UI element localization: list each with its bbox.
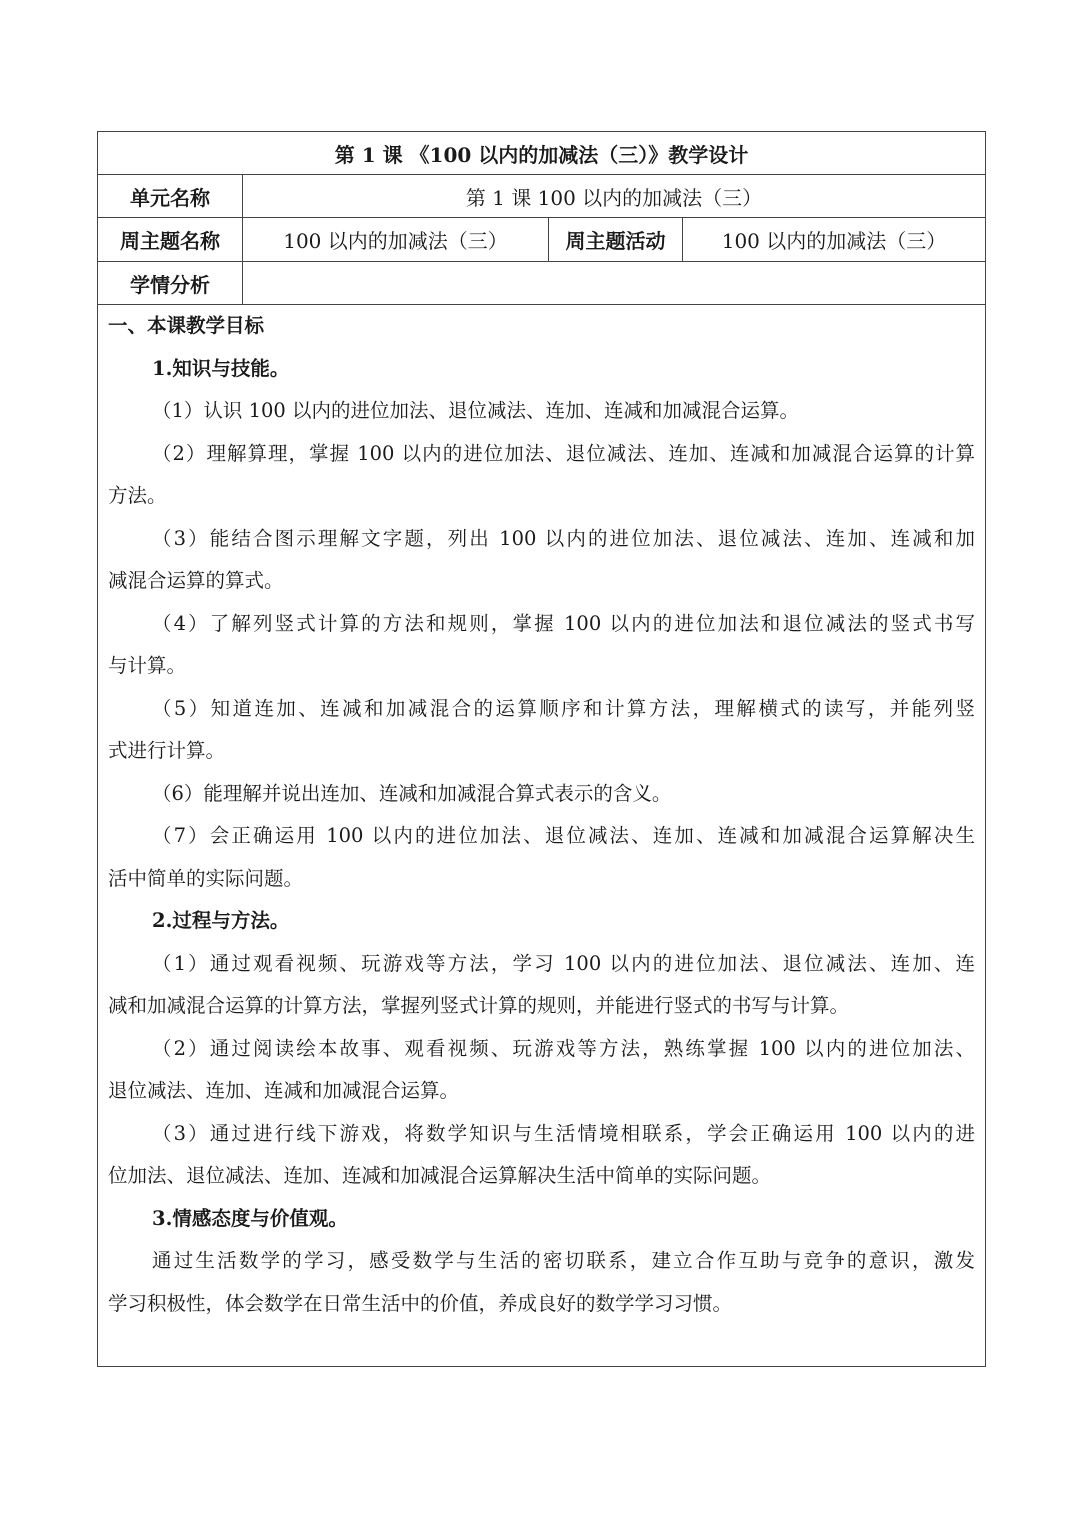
- week-theme-label: 周主题名称: [120, 229, 220, 253]
- page-title: 第 1 课 《100 以内的加减法（三）》教学设计: [334, 142, 749, 167]
- objective-line: （2）通过阅读绘本故事、观看视频、玩游戏等方法，熟练掌握 100 以内的进位加法、: [152, 1036, 975, 1060]
- objective-line: （6）能理解并说出连加、连减和加减混合算式表示的含义。: [152, 781, 672, 805]
- objective-line: （1）认识 100 以内的进位加法、退位减法、连加、连减和加减混合运算。: [152, 399, 800, 422]
- sub-heading-knowledge: 1.知识与技能。: [152, 356, 290, 380]
- objectives-section: [98, 305, 985, 1325]
- objective-line: （2）理解算理，掌握 100 以内的进位加法、退位减法、连加、连减和加减混合运算的计算: [152, 441, 975, 465]
- objective-line: （7）会正确运用 100 以内的进位加法、退位减法、连加、连减和加减混合运算解决生: [152, 824, 975, 847]
- analysis-label: 学情分析: [130, 272, 210, 297]
- objective-line: （1）通过观看视频、玩游戏等方法，学习 100 以内的进位加法、退位减法、连加、连: [152, 951, 975, 975]
- sub-heading-attitude: 3.情感态度与价值观。: [152, 1206, 348, 1230]
- objective-line: （3）通过进行线下游戏，将数学知识与生活情境相联系，学会正确运用 100 以内的进: [152, 1121, 975, 1145]
- objective-line: 式进行计算。: [108, 739, 226, 762]
- week-activity-label: 周主题活动: [548, 218, 682, 261]
- objective-line: 退位减法、连加、连减和加减混合运算。: [108, 1079, 460, 1102]
- objective-line: 与计算。: [108, 654, 187, 677]
- objective-line: 减混合运算的算式。: [108, 569, 284, 592]
- objective-line: 学习积极性，体会数学在日常生活中的价值，养成良好的数学学习习惯。: [108, 1291, 733, 1315]
- objective-line: 活中简单的实际问题。: [108, 866, 304, 890]
- title-row: [98, 132, 985, 175]
- lesson-plan-table: [97, 131, 986, 1367]
- objective-line: （5）知道连加、连减和加减混合的运算顺序和计算方法，理解横式的读写，并能列竖: [152, 696, 975, 720]
- unit-row: [98, 175, 985, 218]
- objective-line: 位加法、退位减法、连加、连减和加减混合运算解决生活中简单的实际问题。: [108, 1164, 772, 1187]
- objective-line: （4）了解列竖式计算的方法和规则，掌握 100 以内的进位加法和退位减法的竖式书写: [152, 611, 975, 635]
- unit-label: 单元名称: [130, 185, 210, 210]
- section-heading: 一、本课教学目标: [108, 314, 265, 337]
- objective-line: （3）能结合图示理解文字题，列出 100 以内的进位加法、退位减法、连加、连减和加: [152, 526, 975, 550]
- analysis-value: [242, 262, 985, 304]
- analysis-row: [98, 262, 985, 305]
- week-theme-value: 100 以内的加减法（三）: [242, 218, 548, 261]
- unit-value: 第 1 课 100 以内的加减法（三）: [242, 175, 985, 217]
- objective-line: 减和加减混合运算的计算方法，掌握列竖式计算的规则，并能进行竖式的书写与计算。: [108, 994, 850, 1017]
- objective-line: 方法。: [108, 484, 167, 507]
- sub-heading-process: 2.过程与方法。: [152, 909, 290, 932]
- objective-line: 通过生活数学的学习，感受数学与生活的密切联系，建立合作互助与竞争的意识，激发: [152, 1249, 975, 1272]
- week-theme-row: [98, 218, 985, 262]
- week-activity-value: 100 以内的加减法（三）: [682, 218, 985, 261]
